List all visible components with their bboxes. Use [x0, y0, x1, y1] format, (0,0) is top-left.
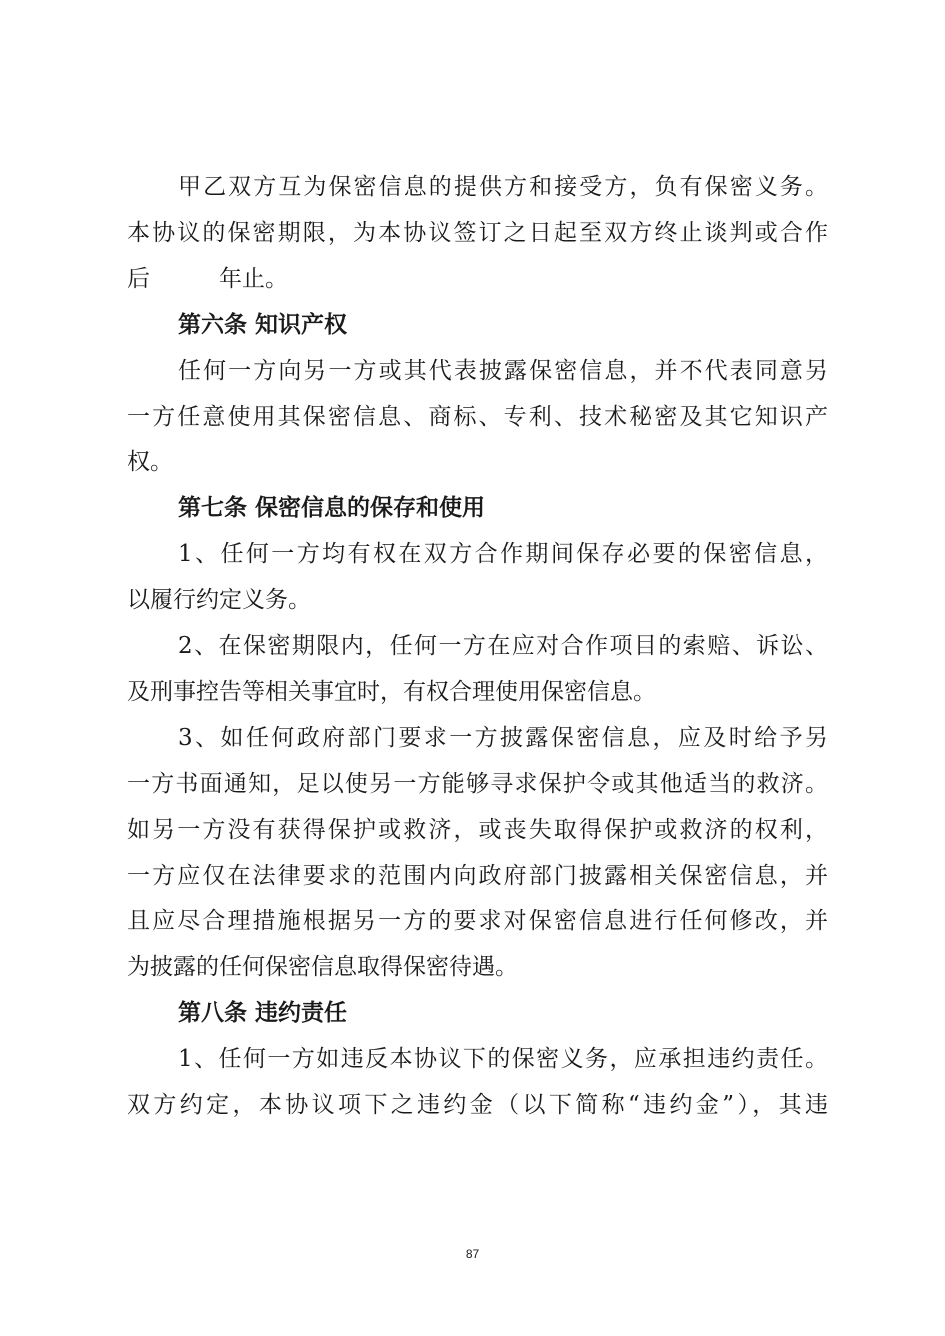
- text-line: 任何一方向另一方或其代表披露保密信息，并不代表同意另: [178, 357, 828, 384]
- text-line: 甲乙双方互为保密信息的提供方和接受方，负有保密义务。: [178, 174, 828, 200]
- section-heading: 第六条 知识产权: [178, 311, 348, 338]
- text-line: 如另一方没有获得保护或救济，或丧失取得保护或救济的权利，: [127, 816, 828, 843]
- text-line: 及刑事控告等相关事宜时，有权合理使用保密信息。: [127, 678, 656, 705]
- text-line: 一方任意使用其保密信息、商标、专利、技术秘密及其它知识产: [127, 403, 828, 430]
- section-heading: 第七条 保密信息的保存和使用: [178, 495, 486, 522]
- text-line: 1、任何一方均有权在双方合作期间保存必要的保密信息，: [178, 541, 828, 568]
- text-line: 为披露的任何保密信息取得保密待遇。: [127, 954, 518, 981]
- text-line: 且应尽合理措施根据另一方的要求对保密信息进行任何修改，并: [127, 908, 828, 935]
- text-line: 双方约定，本协议项下之违约金（以下简称“违约金”），其违: [127, 1092, 828, 1118]
- text-line: 一方书面通知，足以使另一方能够寻求保护令或其他适当的救济。: [127, 770, 828, 797]
- text-line: 本协议的保密期限，为本协议签订之日起至双方终止谈判或合作: [127, 219, 828, 246]
- text-line: 2、在保密期限内，任何一方在应对合作项目的索赔、诉讼、: [178, 633, 828, 659]
- text-line: 1、任何一方如违反本协议下的保密义务，应承担违约责任。: [178, 1046, 828, 1073]
- page-number: 87: [465, 1247, 480, 1261]
- text-line: 一方应仅在法律要求的范围内向政府部门披露相关保密信息，并: [127, 862, 828, 889]
- section-heading: 第八条 违约责任: [178, 1000, 348, 1027]
- text-line: 以履行约定义务。: [127, 587, 311, 614]
- text-line: 权。: [127, 449, 173, 476]
- text-line: 3、如任何政府部门要求一方披露保密信息，应及时给予另: [178, 724, 828, 751]
- text-line: 后 年止。: [127, 265, 288, 292]
